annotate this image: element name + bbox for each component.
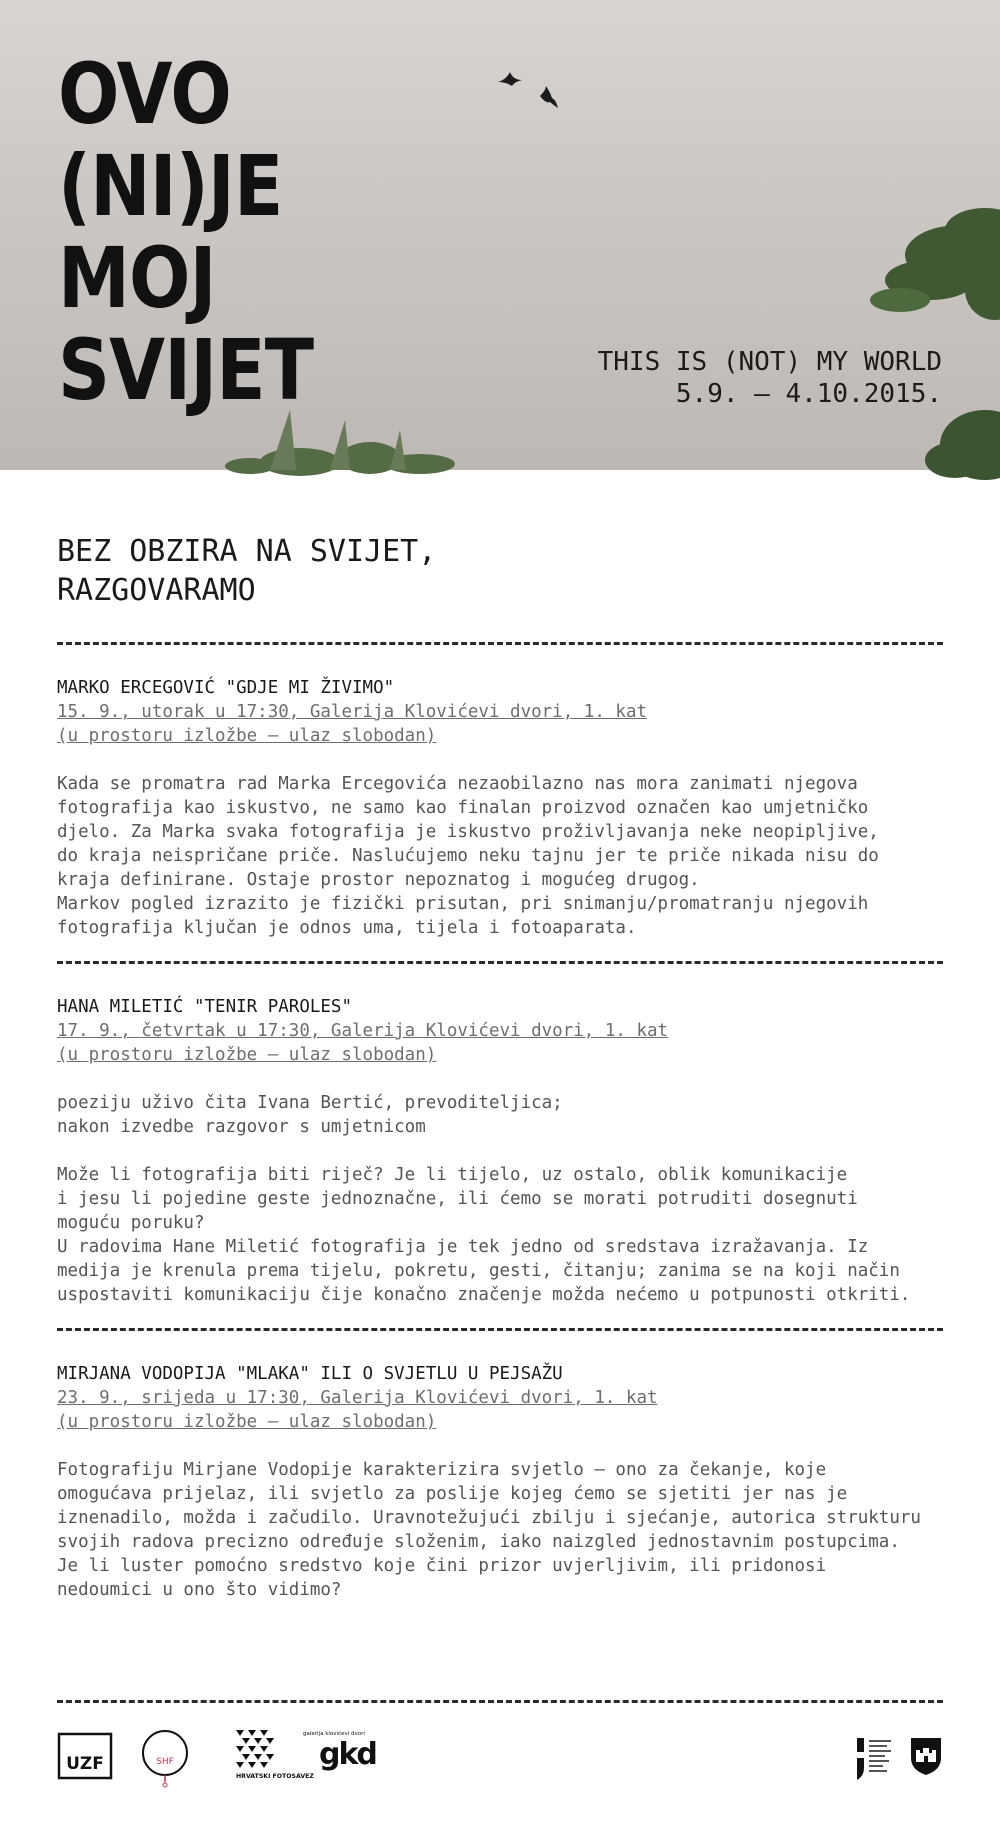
event-title: MIRJANA VODOPIJA "MLAKA" ILI O SVJETLU U PEJSAŽU <box>57 1364 563 1384</box>
event-title: HANA MILETIĆ "TENIR PAROLES" <box>57 997 353 1017</box>
exhibition-subtitle <box>598 346 942 410</box>
text-line: kraja definirane. Ostaje prostor nepoznatog i mogućeg drugog. <box>57 870 700 890</box>
event-note-link[interactable]: (u prostoru izložbe – ulaz slobodan) <box>57 1412 437 1432</box>
text-line: moguću poruku? <box>57 1213 205 1233</box>
title-line: MOJ <box>58 229 216 327</box>
ministry-logo[interactable] <box>855 1736 895 1782</box>
event-description <box>57 772 943 940</box>
shf-logo[interactable] <box>139 1728 191 1788</box>
event-title: MARKO ERCEGOVIĆ "GDJE MI ŽIVIMO" <box>57 678 395 698</box>
bird-icon <box>540 86 558 108</box>
svg-text:SHF: SHF <box>156 1757 174 1767</box>
text-line: do kraja neispričane priče. Naslućujemo neku tajnu jer te priče nikada nisu do <box>57 846 879 866</box>
svg-text:HRVATSKI FOTOSAVEZ: HRVATSKI FOTOSAVEZ <box>236 1773 314 1780</box>
text-line: iznenadilo, možda i začudilo. Uravnotežujući zbilju i sjećanje, autorica strukturu <box>57 1508 921 1528</box>
event-note-link[interactable]: (u prostoru izložbe – ulaz slobodan) <box>57 1045 437 1065</box>
text-line: djelo. Za Marka svaka fotografija je iskustvo proživljavanja neke neopipljive, <box>57 822 879 842</box>
event-item <box>57 645 943 961</box>
text-line: Može li fotografija biti riječ? Je li tijelo, uz ostalo, oblik komunikacije <box>57 1165 848 1185</box>
shrubs <box>225 410 455 476</box>
text-line: fotografija kao iskustvo, ne samo kao finalan proizvod označen kao umjetničko <box>57 798 869 818</box>
page-heading <box>57 532 943 610</box>
sponsor-logos <box>57 1728 943 1798</box>
text-line: Fotografiju Mirjane Vodopije karakterizira svjetlo – ono za čekanje, koje <box>57 1460 827 1480</box>
bird-icon <box>498 72 522 86</box>
program-content <box>57 470 943 1623</box>
text-line: Markov pogled izrazito je fizički prisutan, pri snimanju/promatranju njegovih <box>57 894 869 914</box>
text-line: uspostaviti komunikaciju čije konačno značenje možda nećemo u potpunosti otkriti. <box>57 1285 911 1305</box>
text-line: U radovima Hane Miletić fotografija je tek jedno od sredstava izražavanja. Iz <box>57 1237 869 1257</box>
text-line: omogućava prijelaz, ili svjetlo za poslije kojeg ćemo se sjetiti jer nas je <box>57 1484 848 1504</box>
hero-banner <box>0 0 1000 470</box>
event-datetime-link[interactable]: 23. 9., srijeda u 17:30, Galerija Klovićevi dvori, 1. kat <box>57 1388 658 1408</box>
english-title: THIS IS (NOT) MY WORLD <box>597 347 942 377</box>
exhibition-dates: 5.9. – 4.10.2015. <box>675 379 942 409</box>
heading-line: BEZ OBZIRA NA SVIJET, <box>57 534 437 569</box>
text-line: medija je krenula prema tijelu, pokretu, gesti, čitanju; zanima se na koji način <box>57 1261 900 1281</box>
hrvatski-fotosavez-logo[interactable] <box>232 1728 314 1792</box>
title-line: OVO <box>58 45 231 143</box>
text-line: fotografija ključan je odnos uma, tijela i fotoaparata. <box>57 918 637 938</box>
text-line: Kada se promatra rad Marka Ercegovića nezaobilazno nas mora zanimati njegova <box>57 774 858 794</box>
heading-line: RAZGOVARAMO <box>57 573 256 608</box>
dashed-divider <box>57 1700 943 1703</box>
svg-text:UZF: UZF <box>66 1754 104 1774</box>
event-note-link[interactable]: (u prostoru izložbe – ulaz slobodan) <box>57 726 437 746</box>
text-line: poeziju uživo čita Ivana Bertić, prevoditeljica; <box>57 1093 563 1113</box>
tree-foliage <box>870 208 1000 320</box>
svg-text:gkd: gkd <box>319 1737 376 1772</box>
gkd-logo[interactable] <box>301 1728 391 1772</box>
text-line: nakon izvedbe razgovor s umjetnicom <box>57 1117 426 1137</box>
text-line: Je li luster pomoćno sredstvo koje čini prizor uvjerljivim, ili pridonosi <box>57 1556 827 1576</box>
event-item <box>57 1331 943 1623</box>
zagreb-coat-of-arms-icon[interactable] <box>909 1736 943 1776</box>
event-datetime-link[interactable]: 17. 9., četvrtak u 17:30, Galerija Klovićevi dvori, 1. kat <box>57 1021 669 1041</box>
svg-text:galerija klovićevi dvori: galerija klovićevi dvori <box>303 1731 365 1737</box>
title-line: SVIJET <box>58 321 314 419</box>
event-description <box>57 1458 943 1602</box>
event-item <box>57 964 943 1328</box>
event-description <box>57 1163 943 1307</box>
title-line: (NI)JE <box>58 137 283 235</box>
exhibition-title <box>58 45 314 419</box>
text-line: svojih radova precizno određuje složenim, iako naizgled jednostavnim postupcima. <box>57 1532 900 1552</box>
text-line: i jesu li pojedine geste jednoznačne, ili ćemo se morati potruditi dosegnuti <box>57 1189 858 1209</box>
event-performance-note <box>57 1091 943 1139</box>
event-datetime-link[interactable]: 15. 9., utorak u 17:30, Galerija Klovićevi dvori, 1. kat <box>57 702 648 722</box>
text-line: nedoumici u ono što vidimo? <box>57 1580 342 1600</box>
uzf-logo[interactable] <box>57 1732 113 1780</box>
